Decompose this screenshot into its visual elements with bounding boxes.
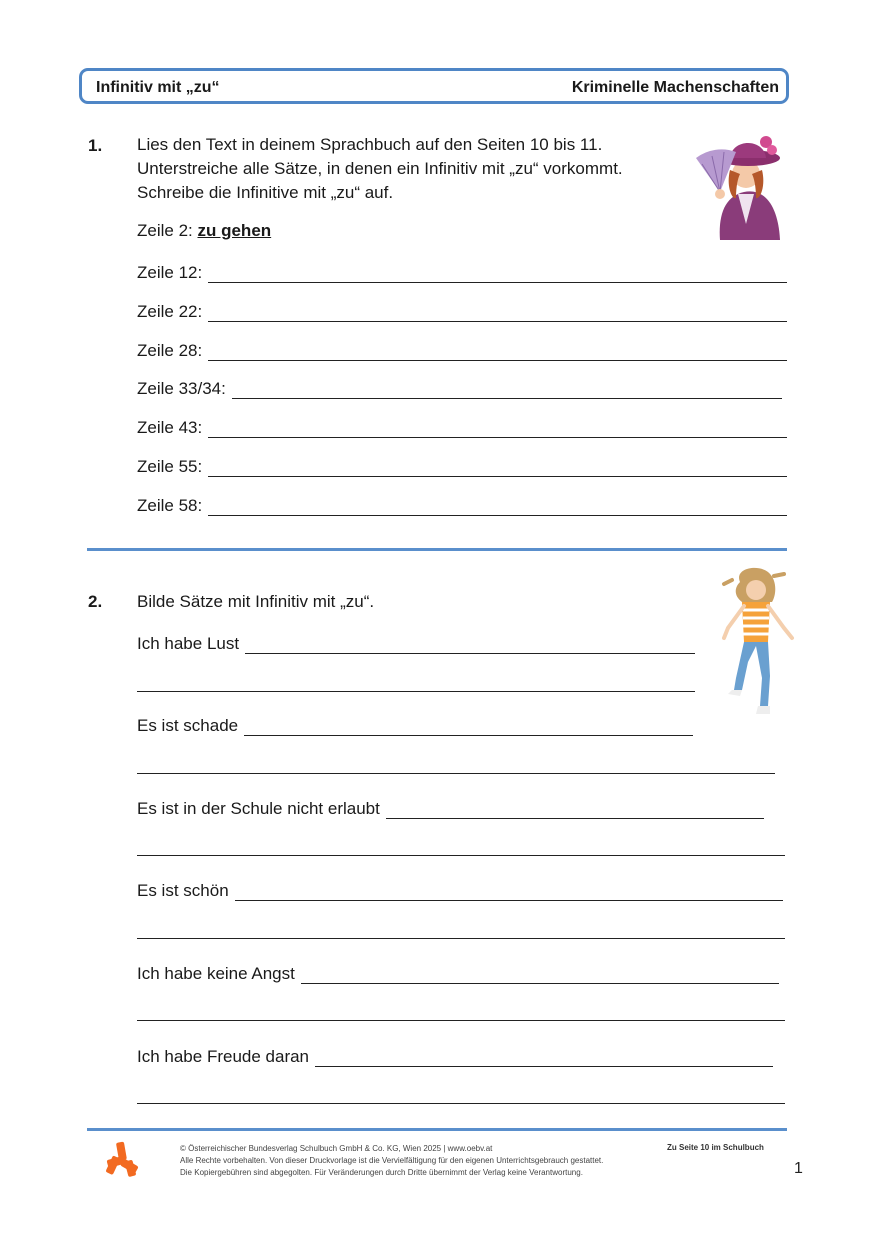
textbook-reference: Zu Seite 10 im Schulbuch — [667, 1143, 764, 1152]
task2-prompt-row-6 — [137, 1041, 773, 1067]
task1-row-zeile-58 — [137, 490, 787, 516]
answer-line[interactable] — [137, 937, 785, 939]
worksheet-topic: Infinitiv mit „zu“ — [96, 79, 220, 96]
row-label: Zeile 58: — [137, 496, 203, 515]
prompt-label: Ich habe Lust — [137, 634, 240, 653]
task2-number: 2. — [88, 592, 103, 611]
answer-line[interactable] — [386, 798, 764, 819]
publisher-logo-icon — [104, 1140, 142, 1180]
prompt-label: Ich habe Freude daran — [137, 1047, 310, 1066]
prompt-label: Es ist in der Schule nicht erlaubt — [137, 799, 380, 818]
task1-row-zeile-55 — [137, 451, 787, 477]
lady-with-fan-illustration — [692, 128, 790, 243]
task1-row-zeile-28 — [137, 335, 787, 361]
task2-prompt-row-3 — [137, 793, 764, 819]
prompt-label: Es ist schade — [137, 716, 239, 735]
footer-divider — [87, 1128, 787, 1131]
answer-line[interactable] — [137, 772, 775, 774]
copyright-line: Die Kopiergebühren sind abgegolten. Für Veränderungen durch Dritte übernimmt der Verlag keine Verantwortung. — [180, 1168, 583, 1177]
answer-line[interactable] — [137, 1102, 785, 1104]
worksheet-header — [79, 68, 789, 104]
row-label: Zeile 12: — [137, 263, 203, 282]
task2-prompt-row-1 — [137, 628, 695, 654]
row-label: Zeile 43: — [137, 418, 203, 437]
task1-number: 1. — [88, 136, 103, 155]
prompt-label: Es ist schön — [137, 881, 229, 900]
prompt-label: Ich habe keine Angst — [137, 964, 295, 983]
task1-example-label: Zeile 2: — [137, 221, 193, 240]
answer-line[interactable] — [208, 456, 787, 477]
answer-line[interactable] — [137, 854, 785, 856]
section-divider — [87, 548, 787, 551]
copyright-line: © Österreichischer Bundesverlag Schulbuch GmbH & Co. KG, Wien 2025 | www.oebv.at — [180, 1144, 493, 1153]
footer-copyright — [180, 1143, 603, 1179]
answer-line[interactable] — [244, 715, 693, 736]
answer-line[interactable] — [245, 633, 695, 654]
page-number: 1 — [794, 1160, 803, 1177]
answer-line[interactable] — [301, 963, 779, 984]
task1-instruction-3: Schreibe die Infinitive mit „zu“ auf. — [137, 183, 394, 202]
answer-line[interactable] — [315, 1046, 773, 1067]
task1-instruction-1: Lies den Text in deinem Sprachbuch auf den Seiten 10 bis 11. — [137, 135, 603, 154]
answer-line[interactable] — [208, 262, 787, 283]
task1-row-zeile-33-34 — [137, 373, 782, 399]
row-label: Zeile 28: — [137, 341, 203, 360]
task1-instruction-2: Unterstreiche alle Sätze, in denen ein Infinitiv mit „zu“ vorkommt. — [137, 159, 623, 178]
answer-line[interactable] — [208, 495, 787, 516]
answer-line[interactable] — [137, 1019, 785, 1021]
worksheet-chapter: Kriminelle Machenschaften — [571, 79, 779, 96]
answer-line[interactable] — [208, 340, 787, 361]
task1-example-answer: zu gehen — [197, 221, 272, 240]
answer-line[interactable] — [232, 378, 782, 399]
task2-prompt-row-2 — [137, 710, 693, 736]
row-label: Zeile 22: — [137, 302, 203, 321]
task2-prompt-row-4 — [137, 875, 783, 901]
task2-prompt-row-5 — [137, 958, 779, 984]
running-girl-illustration — [718, 566, 796, 722]
row-label: Zeile 33/34: — [137, 379, 226, 398]
task1-row-zeile-22 — [137, 296, 787, 322]
task2-instruction: Bilde Sätze mit Infinitiv mit „zu“. — [137, 592, 375, 611]
answer-line[interactable] — [208, 417, 787, 438]
answer-line[interactable] — [137, 690, 695, 692]
task1-example — [137, 219, 271, 243]
task1-row-zeile-12 — [137, 257, 787, 283]
row-label: Zeile 55: — [137, 457, 203, 476]
answer-line[interactable] — [235, 880, 783, 901]
task1-row-zeile-43 — [137, 412, 787, 438]
answer-line[interactable] — [208, 301, 787, 322]
copyright-line: Alle Rechte vorbehalten. Von dieser Druckvorlage ist die Vervielfältigung für den eigenen Unterrichtsgebrauch gestattet. — [180, 1156, 604, 1165]
